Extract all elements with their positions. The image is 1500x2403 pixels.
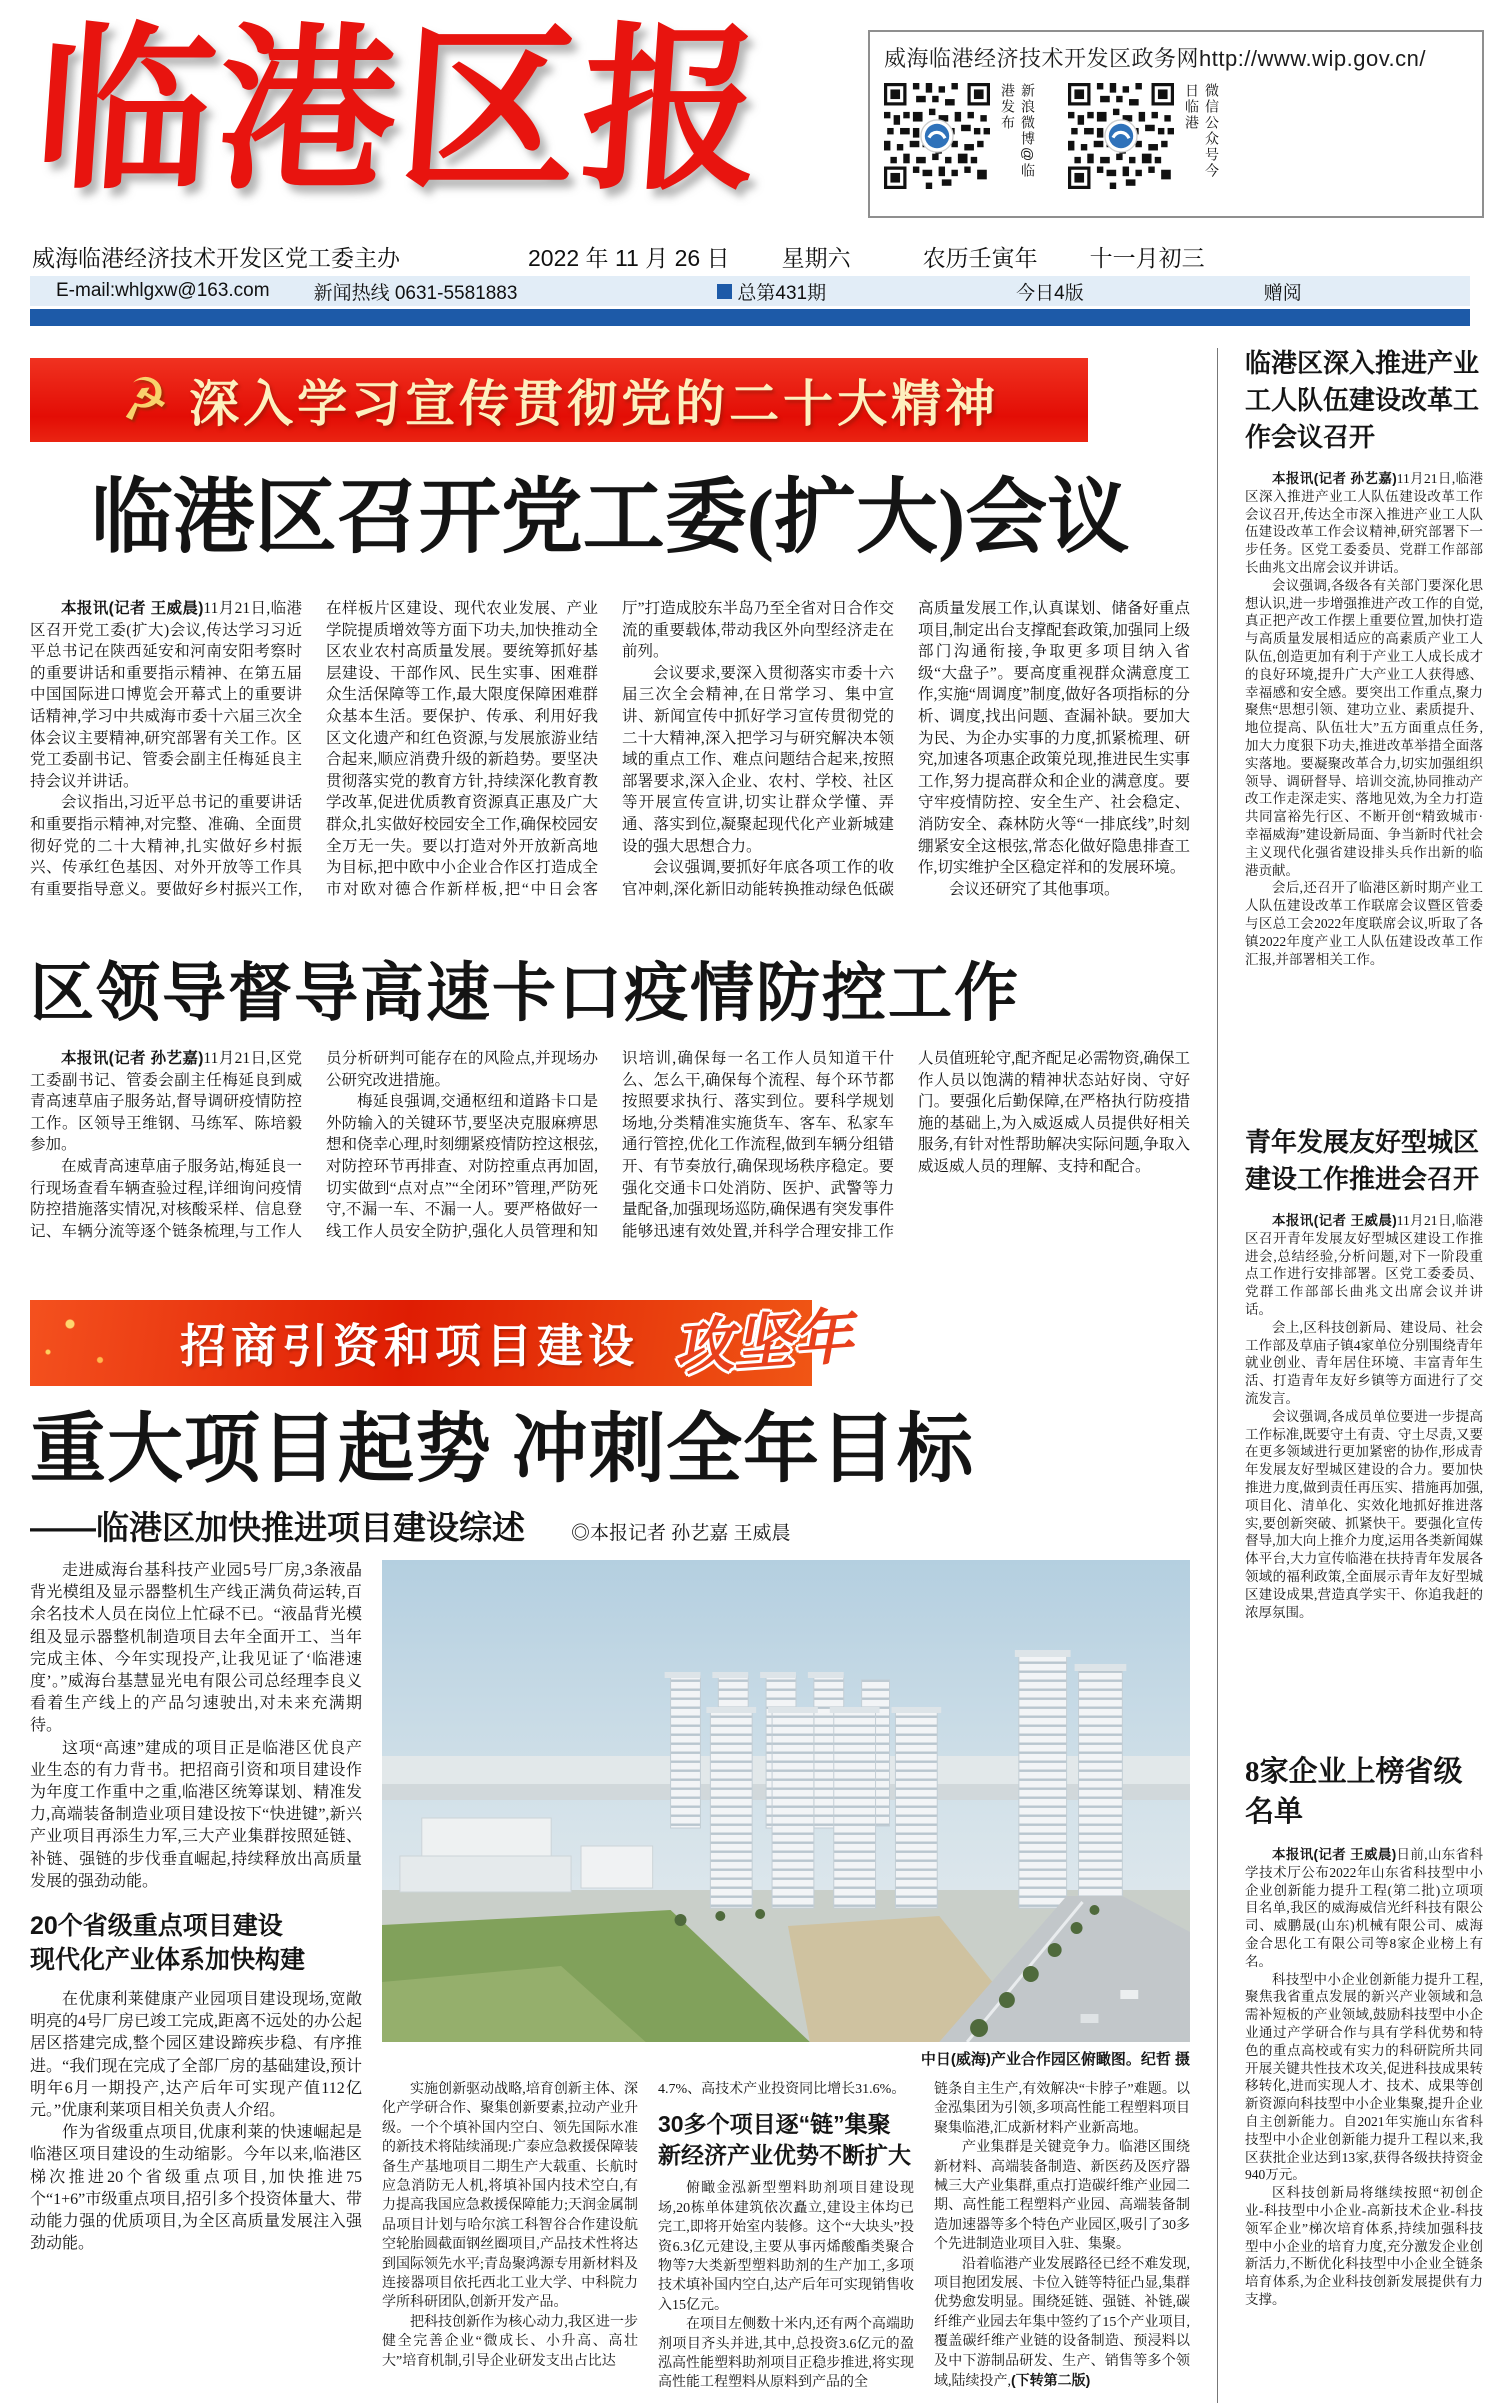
sidebar-article-3-title: 8家企业上榜省级名单 — [1245, 1756, 1463, 1828]
paragraph: 链条自主生产,有效解决“卡脖子”难题。以金泓集团为引领,多项高性能工程塑料项目聚集临港,汇成新材料产业新高地。 — [934, 2082, 1190, 2136]
feature-subtitle: ——临港区加快推进项目建设综述 — [30, 1509, 525, 1546]
feature-headline: 重大项目起势 冲刺全年目标 — [30, 1408, 974, 1492]
feature-left-column — [30, 1560, 362, 2403]
feature-subhead-2: 30多个项目逐“链”集聚 新经济产业优势不断扩大 — [658, 2111, 911, 2169]
paragraph: 本报讯(记者 王威晨)11月21日,临港区召开党工委(扩大)会议,传达学习习近平总书记在陕西延安和河南安阳考察时的重要讲话和重要指示精神、在第五届中国国际进口博览会开幕式上的重要讲话精神,学习中共威海市委十六届三次全体会议主要精神,研究部署有关工作。区党工委副书记、管委会副主任梅延良主持会议并讲话。 — [30, 600, 302, 790]
weekday: 星期六 — [781, 245, 851, 271]
gov-site-box — [868, 30, 1484, 218]
theme-banner-text: 深入学习宣传贯彻党的二十大精神 — [189, 376, 1000, 432]
lunar-day: 十一月初三 — [1089, 245, 1205, 271]
masthead-title: 临港区报 — [29, 13, 771, 211]
investment-banner-text: 招商引资和项目建设 — [180, 1320, 639, 1372]
feature-section — [30, 1560, 1190, 2403]
paragraph: 会议强调,要抓好年底各项工作的收官冲刺,深化新旧动能转换推动绿色低碳高质量发展工作,认真谋划、储备好重点项目,制定出台支撑配套政策,加强同上级部门沟通衔接,争取更多项目纳入省级“大盘子”。要高度重视群众满意度工作,实施“周调度”制度,做好各项指标的分析、调度,找出问题、查漏补缺。要加大为民、为企办实事的力度,抓紧梳理、研究,加速各项惠企政策兑现,推进民生实事工作,努力提高群众和企业的满意度。要守牢疫情防控、安全生产、社会稳定、消防安全、森林防火等“一排底线”,时刻绷紧安全这根弦,常态化做好隐患排查工作,切实维护全区稳定祥和的发展环境。 — [622, 600, 1190, 898]
email: E-mail:whlgxw@163.com — [56, 280, 270, 301]
wechat-qr-code-icon — [1068, 83, 1174, 189]
feature-byline: ◎本报记者 孙艺嘉 王威晨 — [571, 1523, 791, 1544]
paragraph: 会议强调,各级各有关部门要深化思想认识,进一步增强推进产改工作的自觉,真正把产改工作摆上重要位置,加快打造与高质量发展相适应的高素质产业工人队伍,创造更加有利于产业工人成长成才的良好环境,提升广大产业工人获得感、幸福感和安全感。要突出工作重点,聚力聚焦“思想引领、建功立业、素质提升、地位提高、队伍壮大”五方面重点任务,加大力度狠下功夫,推进改革举措全面落实落地。要凝聚改革合力,切实加强组织领导、调研督导、培训交流,协同推动产改工作走深走实、落地见效,为全力打造共同富裕先行区、不断开创“精致城市·幸福威海”建设新局面、争当新时代社会主义现代化强省建设排头兵作出新的临港贡献。 — [1245, 577, 1483, 878]
header-divider-bar — [30, 309, 1470, 326]
article-lead: 本报讯(记者 王威晨) — [1272, 1213, 1397, 1228]
weibo-qr-label: 新浪微博@临港发布 — [1000, 83, 1036, 180]
party-emblem-icon: ☭ — [114, 365, 174, 435]
feature-column-c — [934, 2080, 1190, 2403]
free-copy-label: 赠阅 — [1263, 282, 1302, 304]
feature-subhead-1: 20个省级重点项目建设 现代化产业体系加快构建 — [30, 1912, 306, 1975]
gov-site-url: 威海临港经济技术开发区政务网http://www.wip.gov.cn/ — [884, 46, 1427, 71]
second-headline: 区领导督导高速卡口疫情防控工作 — [30, 958, 1020, 1029]
paragraph: 在优康利莱健康产业园项目建设现场,宽敞明亮的4号厂房已竣工完成,距离不远处的办公起居区搭建完成,整个园区建设蹄疾步稳、有序推进。“我们现在完成了全部厂房的基础建设,预计明年6月一期投产,达产后年可实现产值112亿元。”优康利莱项目相关负责人介绍。 — [30, 1991, 362, 2120]
dateline — [32, 240, 1472, 273]
issue-square-icon — [717, 284, 732, 299]
paragraph: 本报讯(记者 王威晨)11月21日,临港区召开青年发展友好型城区建设工作推进会,总结经验,分析问题,对下一阶段重点工作进行安排部署。区党工委委员、党群工作部部长曲兆文出席会议并讲话。 — [1245, 1213, 1483, 1317]
paragraph: 4.7%、高技术产业投资同比增长31.6%。 — [658, 2082, 906, 2097]
article1-body — [30, 598, 1190, 936]
paragraph: 本报讯(记者 王威晨)日前,山东省科学技术厅公布2022年山东省科技型中小企业创新能力提升工程(第二批)立项项目名单,我区的威海威信光纤科技有限公司、威鹏晟(山东)机械有限公司、威海金合思化工有限公司等8家企业榜上有名。 — [1245, 1847, 1483, 1969]
main-column — [30, 358, 1190, 2403]
paragraph: 会议强调,各成员单位要进一步提高工作标准,既要守土有责、守土尽责,又要在更多领域进行更加紧密的协作,形成青年发展友好型城区建设的合力。要加快推进力度,做到责任再压实、措施再加强,项目化、清单化、实效化地抓好推进落实,要创新突破、抓紧快干。要强化宣传督导,加大向上推介力度,运用各类新闻媒体平台,大力宣传临港在扶持青年发展各领域的福利政策,全面展示青年友好型城区建设成果,营造真学实干、你追我赶的浓厚氛围。 — [1245, 1408, 1483, 1620]
article-lead: 本报讯(记者 孙艺嘉) — [61, 1050, 204, 1067]
sidebar-divider — [1217, 348, 1218, 2403]
paragraph: 会后,还召开了临港区新时期产业工人队伍建设改革工作联席会议暨区管委与区总工会2022年度联席会议,听取了各镇2022年度产业工人队伍建设改革工作汇报,并部署相关工作。 — [1245, 880, 1483, 967]
paragraph: 俯瞰金泓新型塑料助剂项目建设现场,20栋单体建筑依次矗立,建设主体均已完工,即将开始室内装修。这个“大块头”投资6.3亿元建设,主要从事丙烯酸酯类聚合物等7大类新型塑料助剂的生产加工,多项技术填补国内空白,达产后年可实现销售收入15亿元。 — [658, 2181, 914, 2313]
theme-banner — [30, 358, 1088, 442]
main-headline: 临港区召开党工委(扩大)会议 — [90, 472, 1130, 563]
lunar-year: 农历壬寅年 — [922, 245, 1038, 271]
paragraph: 产业集群是关键竞争力。临港区围绕新材料、高端装备制造、新医药及医疗器械三大产业集群,重点打造碳纤维产业园二期、高性能工程塑料产业园、高端装备制造加速器等多个特色产业园区,吸引了30多个先进制造业项目入驻、集聚。 — [934, 2140, 1190, 2253]
paragraph: 在项目左侧数十米内,还有两个高端助剂项目齐头并进,其中,总投资3.6亿元的盈泓高性能塑料助剂项目正稳步推进,将实现高性能工程塑料从原料到产品的全 — [658, 2317, 914, 2391]
paragraph: 本报讯(记者 孙艺嘉)11月21日,区党工委副书记、管委会副主任梅延良到威青高速草庙子服务站,督导调研疫情防控工作。区领导王维钢、马练军、陈培毅参加。 — [30, 1050, 302, 1154]
sidebar-article-2 — [1245, 1124, 1483, 1712]
paragraph: 作为省级重点项目,优康利莱的快速崛起是临港区项目建设的生动缩影。今年以来,临港区梯次推进20个省级重点项目,加快推进75个“1+6”市级重点项目,招引多个投资体量大、带动能力强的优质项目,为全区高质量发展注入强劲动能。 — [30, 2124, 362, 2253]
info-row — [30, 276, 1470, 306]
paragraph: 本报讯(记者 孙艺嘉)11月21日,临港区深入推进产业工人队伍建设改革工作会议召开,传达全市深入推进产业工人队伍建设改革工作会议精神,研究部署下一步任务。区党工委委员、党群工作部部长曲兆文出席会议并讲话。 — [1245, 471, 1483, 575]
paragraph: 在威青高速草庙子服务站,梅延良一行现场查看车辆查验过程,详细询问疫情防控措施落实情况,对核酸采样、信息登记、车辆分流等逐个链条梳理,与工作人员分析研判可能存在的风险点,并现场办公研究改进措施。 — [30, 1050, 598, 1240]
sidebar-article-1-title: 临港区深入推进产业工人队伍建设改革工作会议召开 — [1245, 349, 1480, 452]
sidebar-article-1-body — [1245, 470, 1483, 1082]
paragraph: 实施创新驱动战略,培育创新主体、深化产学研合作、聚集创新要素,拉动产业升级。一个个填补国内空白、领先国际水准的新技术将陆续涌现:广泰应急救援保障装备生产基地项目二期生产大载重、长航时应急消防无人机,将填补国内技术空白,有力提高我国应急救援保障能力;天润金属制品项目计划与哈尔滨工科智谷合作建设航空轮胎圆截面钢丝圈项目,产品技术性将达到国际领先水平;青岛聚鸿源专用新材料及连接器项目依托西北工业大学、中科院力学所科研团队,创新开发产品。 — [382, 2082, 638, 2311]
paragraph: 区科技创新局将继续按照“初创企业-科技型中小企业-高新技术企业-科技领军企业”梯次培育体系,持续加强科技型中小企业的培育力度,充分激发企业创新活力,不断优化科技型中小企业全链条培育体系,为企业科技创新发展提供有力支撑。 — [1245, 2185, 1483, 2307]
paragraph: 会议还研究了其他事项。 — [949, 880, 1120, 898]
sidebar-article-1 — [1245, 345, 1483, 1082]
feature-bottom-columns — [382, 2080, 1190, 2403]
news-hotline: 新闻热线 0631-5581883 — [313, 282, 518, 304]
sidebar-article-2-title: 青年发展友好型城区建设工作推进会召开 — [1245, 1128, 1480, 1194]
investment-banner — [30, 1300, 856, 1386]
aerial-photo-illustration — [382, 1560, 1190, 2042]
feature-subline — [30, 1502, 1190, 1552]
feature-right-area — [382, 1560, 1190, 2403]
sidebar-article-3-body — [1245, 1846, 1483, 2362]
paragraph: 梅延良强调,交通枢纽和道路卡口是外防输入的关键环节,要坚决克服麻痹思想和侥幸心理,时刻绷紧疫情防控这根弦,对防控环节再排查、对防控重点再加固,切实做到“点对点”“全闭环”管理,严防死守,不漏一车、不漏一人。要严格做好一线工作人员安全防护,强化人员管理和知识培训,确保每一名工作人员知道干什么、怎么干,确保每个流程、每个环节都按照要求执行、落实到位。要科学规划场地,分类精准实施货车、客车、私家车通行管控,优化工作流程,做到车辆分组错开、有节奏放行,确保现场秩序稳定。要强化交通卡口处消防、医护、武警等力量配备,加强现场巡防,确保遇有突发事件能够迅速有效处置,并科学合理安排工作人员值班轮守,配齐配足必需物资,确保工作人员以饱满的精神状态站好岗、守好门。要强化后勤保障,在严格执行防疫措施的基础上,为入威返威人员提供好相关服务,有针对性帮助解决实际问题,争取入威返威人员的理解、支持和配合。 — [326, 1050, 1190, 1240]
industrial-park-photo — [382, 1560, 1190, 2042]
wechat-qr-label: 微信公众号今日临港 — [1184, 83, 1220, 179]
article-lead: 本报讯(记者 王威晨) — [61, 600, 204, 617]
sidebar-article-2-body — [1245, 1212, 1483, 1712]
publisher: 威海临港经济技术开发区党工委主办 — [32, 245, 400, 271]
photo-caption: 中日(威海)产业合作园区俯瞰图。纪哲 摄 — [920, 2051, 1190, 2068]
article2-body — [30, 1048, 1190, 1286]
paragraph: 会议要求,要深入贯彻落实市委十六届三次全会精神,在日常学习、集中宣讲、新闻宣传中抓好学习宣传贯彻党的二十大精神,深入把学习与研究解决本领域的重点工作、难点问题结合起来,按照部署要求,深入企业、农村、学校、社区等开展宣传宣讲,切实让群众学懂、弄通、落实到位,凝聚起现代化产业新城建设的强大思想合力。 — [622, 664, 894, 855]
turn-page-note: (下转第二版) — [1011, 2372, 1091, 2389]
article-lead: 本报讯(记者 孙艺嘉) — [1272, 471, 1397, 486]
feature-column-b — [658, 2080, 914, 2403]
paragraph: 科技型中小企业创新能力提升工程,聚焦我省重点发展的新兴产业领域和急需补短板的产业领域,鼓励科技型中小企业通过产学研合作与具有学科优势和特色的重点高校或有实力的科研院所共同开展关键共性技术攻关,促进科技成果转移转化,进而实现人才、技术、成果等创新资源向科技型中小企业集聚,提升企业自主创新能力。自2021年实施山东省科技型中小企业创新能力提升工程以来,我区获批企业达到13家,获得各级扶持资金940万元。 — [1245, 1971, 1483, 2183]
sidebar-article-3 — [1245, 1752, 1483, 2362]
paragraph: 走进威海台基科技产业园5号厂房,3条液晶背光模组及显示器整机生产线正满负荷运转,百余名技术人员在岗位上忙碌不已。“液晶背光模组及显示器整机制造项目去年全面开工、当年完成主体、今年实现投产,让我见证了‘临港速度’。”威海台基慧显光电有限公司总经理李良义看着生产线上的产品匀速驶出,对未来充满期待。 — [30, 1562, 362, 1735]
page-count: 今日4版 — [1016, 282, 1084, 304]
paragraph: 会上,区科技创新局、建设局、社会工作部及草庙子镇4家单位分别围绕青年就业创业、青年居住环境、丰富青年生活、打造青年友好乡镇等方面进行了交流发言。 — [1245, 1319, 1483, 1406]
sidebar-column — [1245, 345, 1483, 2403]
paragraph: 把科技创新作为核心动力,我区进一步健全完善企业“微成长、小升高、高壮大”培育机制,引导企业研发支出占比达 — [382, 2314, 638, 2369]
publish-date: 2022 年 11 月 26 日 — [528, 245, 730, 271]
issue-number: 总第431期 — [717, 278, 826, 305]
paragraph: 会议指出,习近平总书记的重要讲话和重要指示精神,对完整、准确、全面贯彻好党的二十大精神,扎实做好乡村振兴、传承红色基因、对外开放等工作具有重要指导意义。要做好乡村振兴工作,在样板片区建设、现代农业发展、产业学院提质增效等方面下功夫,加快推动全区农业农村高质量发展。要统筹抓好基层建设、干部作风、民生实事、困难群众生活保障等工作,最大限度保障困难群众基本生活。要保护、传承、利用好我区文化遗产和红色资源,与发展旅游业结合起来,顺应消费升级的新趋势。要坚决贯彻落实党的教育方针,持续深化教育教学改革,促进优质教育资源真正惠及广大群众,扎实做好校园安全工作,确保校园安全万无一失。要以打造对外开放新高地为目标,把中欧中小企业合作区打造成全市对欧对德合作新样板,把“中日会客厅”打造成胶东半岛乃至全省对日合作交流的重要载体,带动我区外向型经济走在前列。 — [30, 600, 894, 898]
qr-row — [884, 83, 1468, 189]
feature-column-a — [382, 2080, 638, 2403]
weibo-qr-code-icon — [884, 83, 990, 189]
article-lead: 本报讯(记者 王威晨) — [1272, 1847, 1397, 1862]
investment-banner-script: 攻坚年 — [670, 1303, 856, 1383]
paragraph: 沿着临港产业发展路径已经不难发现,项目抱团发展、卡位入链等特征凸显,集群优势愈发明显。围绕延链、强链、补链,碳纤维产业园去年集中签约了15个产业项目,覆盖碳纤维产业链的设备制造、预浸料以及中下游制品研发、生产、销售等多个领域,陆续投产,(下转第二版) — [934, 2256, 1190, 2390]
paragraph: 这项“高速”建成的项目正是临港区优良产业生态的有力背书。把招商引资和项目建设作为年度工作重中之重,临港区统筹谋划、精准发力,高端装备制造业项目建设按下“快进键”,新兴产业项目再添生力军,三大产业集群按照延链、补链、强链的步伐垂直崛起,持续释放出高质量发展的强劲动能。 — [30, 1739, 362, 1890]
